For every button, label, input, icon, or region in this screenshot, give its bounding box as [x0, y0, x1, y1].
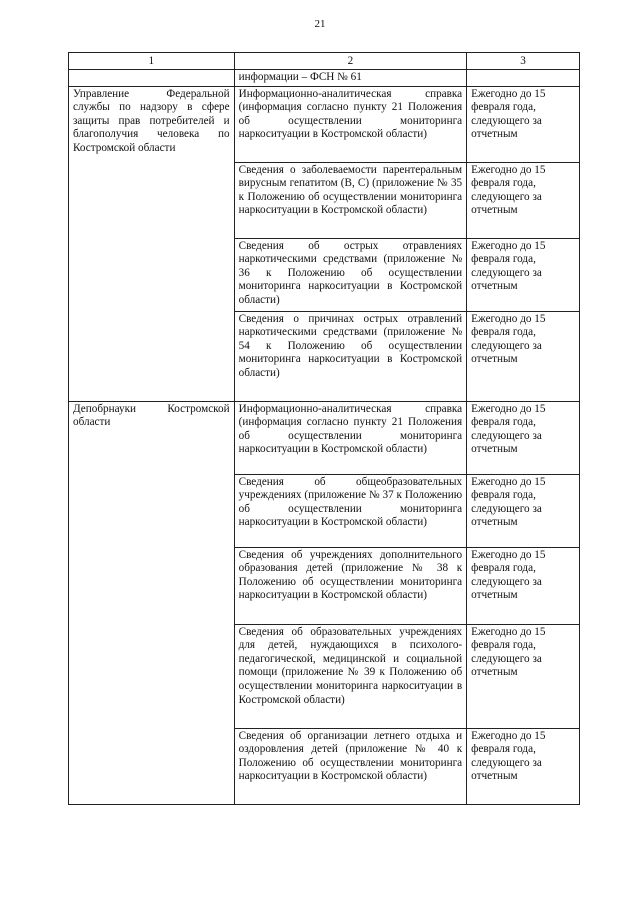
deadline-cell: Ежегодно до 15 февраля года, следующего за отчетным [467, 401, 580, 474]
header-col-1: 1 [69, 53, 235, 70]
deadline-cell: Ежегодно до 15 февраля года, следующего за отчетным [467, 86, 580, 162]
reporting-table [68, 52, 580, 805]
info-cell: Сведения об организации летнего отдыха и оздоровления детей (приложение № 40 к Положению об осуществлении мониторинга наркоситуации в Костромской области) [234, 728, 467, 804]
info-cell: Сведения о заболеваемости парентеральным вирусным гепатитом (В, С) (приложение № 35 к Положению об осуществлении мониторинга наркоситуации в Костромской области) [234, 162, 467, 238]
deadline-cell: Ежегодно до 15 февраля года, следующего за отчетным [467, 547, 580, 624]
deadline-cell: Ежегодно до 15 февраля года, следующего за отчетным [467, 474, 580, 547]
continuation-row [69, 70, 580, 87]
header-col-3: 3 [467, 53, 580, 70]
continuation-deadline-cell [467, 70, 580, 87]
header-col-2: 2 [234, 53, 467, 70]
info-cell: Сведения об образовательных учреждениях для детей, нуждающихся в психолого-педагогической, медицинской и социальной помощи (приложение № 39 к Положению об осуществлении мониторинга наркоситуации в Костромской области) [234, 624, 467, 728]
info-cell: Сведения об общеобразовательных учреждениях (приложение № 37 к Положению об осуществлении мониторинга наркоситуации в Костромской области) [234, 474, 467, 547]
info-cell: Сведения об учреждениях дополнительного образования детей (приложение № 38 к Положению об осуществлении мониторинга наркоситуации в Костромской области) [234, 547, 467, 624]
continuation-org-cell [69, 70, 235, 87]
deadline-cell: Ежегодно до 15 февраля года, следующего за отчетным [467, 311, 580, 401]
info-cell: Сведения об острых отравлениях наркотическими средствами (приложение № 36 к Положению об осуществлении мониторинга наркоситуации в Костромской области) [234, 238, 467, 311]
header-row [69, 53, 580, 70]
info-cell: Сведения о причинах острых отравлений наркотическими средствами (приложение № 54 к Положению об осуществлении мониторинга наркоситуации в Костромской области) [234, 311, 467, 401]
deadline-cell: Ежегодно до 15 февраля года, следующего за отчетным [467, 162, 580, 238]
deadline-cell: Ежегодно до 15 февраля года, следующего за отчетным [467, 238, 580, 311]
deadline-cell: Ежегодно до 15 февраля года, следующего за отчетным [467, 728, 580, 804]
deadline-cell: Ежегодно до 15 февраля года, следующего за отчетным [467, 624, 580, 728]
info-cell: Информационно-аналитическая справка (информация согласно пункту 21 Положения об осуществлении мониторинга наркоситуации в Костромской области) [234, 86, 467, 162]
info-cell: Информационно-аналитическая справка (информация согласно пункту 21 Положения об осуществлении мониторинга наркоситуации в Костромской области) [234, 401, 467, 474]
continuation-info-cell: информации – ФСН № 61 [234, 70, 467, 87]
table-row [69, 401, 580, 474]
table-row [69, 86, 580, 162]
page-number: 21 [314, 18, 326, 30]
organization-cell: Управление Федеральной службы по надзору в сфере защиты прав потребителей и благополучия человека по Костромской области [69, 86, 235, 401]
organization-cell: Депобрнауки Костромской области [69, 401, 235, 804]
